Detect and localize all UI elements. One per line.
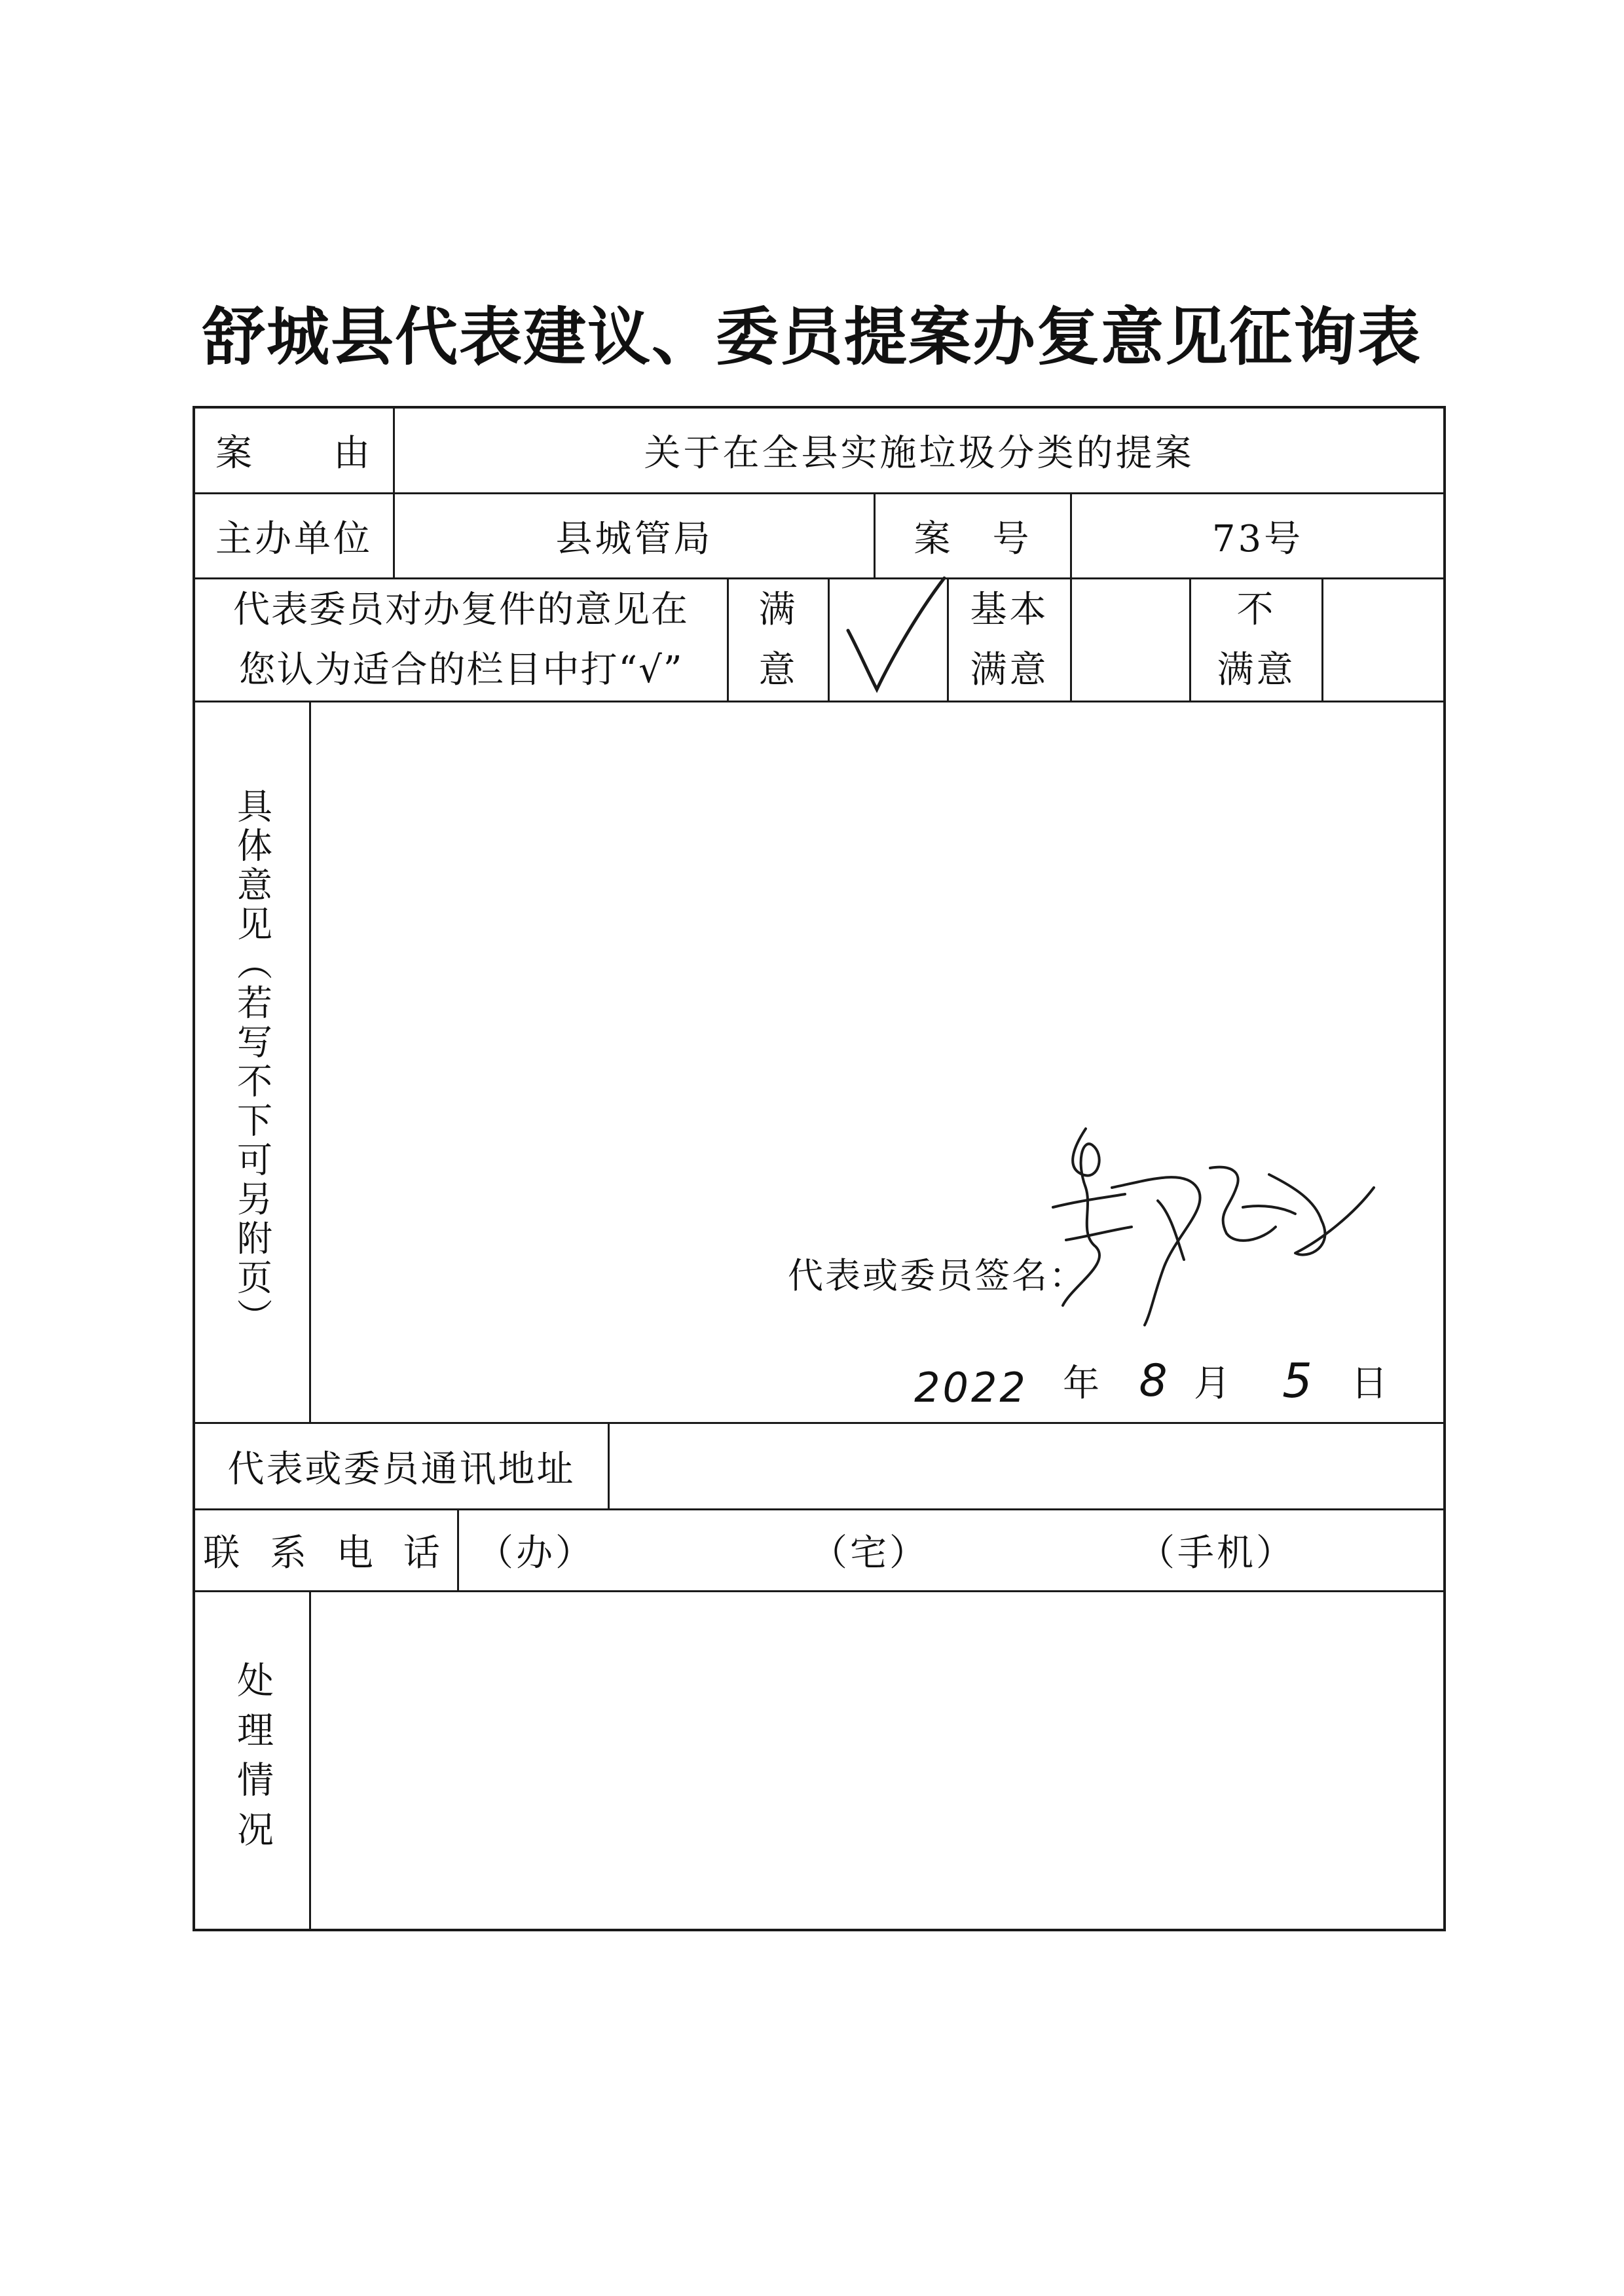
option-basic-label bbox=[949, 579, 1070, 701]
form-title: 舒城县代表建议、委员提案办复意见征询表 bbox=[202, 300, 1422, 374]
phone-home-label: （宅） bbox=[811, 1532, 929, 1575]
option-label-line: 意 bbox=[758, 648, 798, 691]
date-month: 8 bbox=[1139, 1355, 1170, 1407]
option-not-label bbox=[1191, 579, 1321, 701]
option-label-line: 满意 bbox=[1217, 648, 1296, 691]
handling-label: 处理情况 bbox=[231, 1661, 274, 1860]
option-label-line: 基本 bbox=[970, 588, 1049, 631]
address-field[interactable] bbox=[610, 1424, 1443, 1508]
option-satisfied-checkbox[interactable] bbox=[830, 579, 947, 701]
date-year: 2022 bbox=[914, 1363, 1028, 1412]
option-label-line: 满 bbox=[758, 588, 798, 631]
phone-office-label: （办） bbox=[477, 1532, 595, 1575]
case-reason-label: 案 由 bbox=[215, 432, 373, 475]
host-unit-label: 主办单位 bbox=[215, 517, 373, 560]
option-basic-checkbox[interactable] bbox=[1072, 579, 1189, 701]
handwritten-signature bbox=[1046, 1109, 1387, 1345]
checkmark-icon bbox=[830, 579, 947, 701]
option-label-line: 不 bbox=[1236, 588, 1276, 631]
opinion-instruction-line: 代表委员对办复件的意见在 bbox=[233, 588, 689, 631]
col-divider bbox=[457, 1508, 459, 1590]
date-year-char: 年 bbox=[1063, 1362, 1102, 1405]
date-day: 5 bbox=[1282, 1353, 1315, 1408]
option-label-line: 满意 bbox=[970, 648, 1049, 691]
address-label: 代表或委员通讯地址 bbox=[227, 1448, 576, 1491]
handling-area[interactable] bbox=[311, 1592, 1443, 1929]
case-reason-value: 关于在全县实施垃圾分类的提案 bbox=[644, 432, 1194, 475]
date-day-char: 日 bbox=[1351, 1362, 1390, 1405]
signature-label: 代表或委员签名： bbox=[788, 1254, 1086, 1296]
specific-opinion-label: 具体意见（若写不下可另附页） bbox=[231, 787, 273, 1338]
case-number-value: 73号 bbox=[1211, 517, 1304, 560]
host-unit-value: 县城管局 bbox=[555, 517, 713, 560]
date-month-char: 月 bbox=[1194, 1362, 1233, 1405]
opinion-instruction-line: 您认为适合的栏目中打“√” bbox=[238, 648, 684, 691]
option-satisfied-label bbox=[729, 579, 828, 701]
form-table bbox=[193, 406, 1446, 1931]
phone-label: 联 系 电 话 bbox=[203, 1532, 449, 1575]
option-not-checkbox[interactable] bbox=[1323, 579, 1443, 701]
case-number-label: 案 号 bbox=[913, 517, 1032, 560]
opinion-instruction bbox=[195, 579, 727, 701]
phone-mobile-label: （手机） bbox=[1138, 1532, 1295, 1575]
